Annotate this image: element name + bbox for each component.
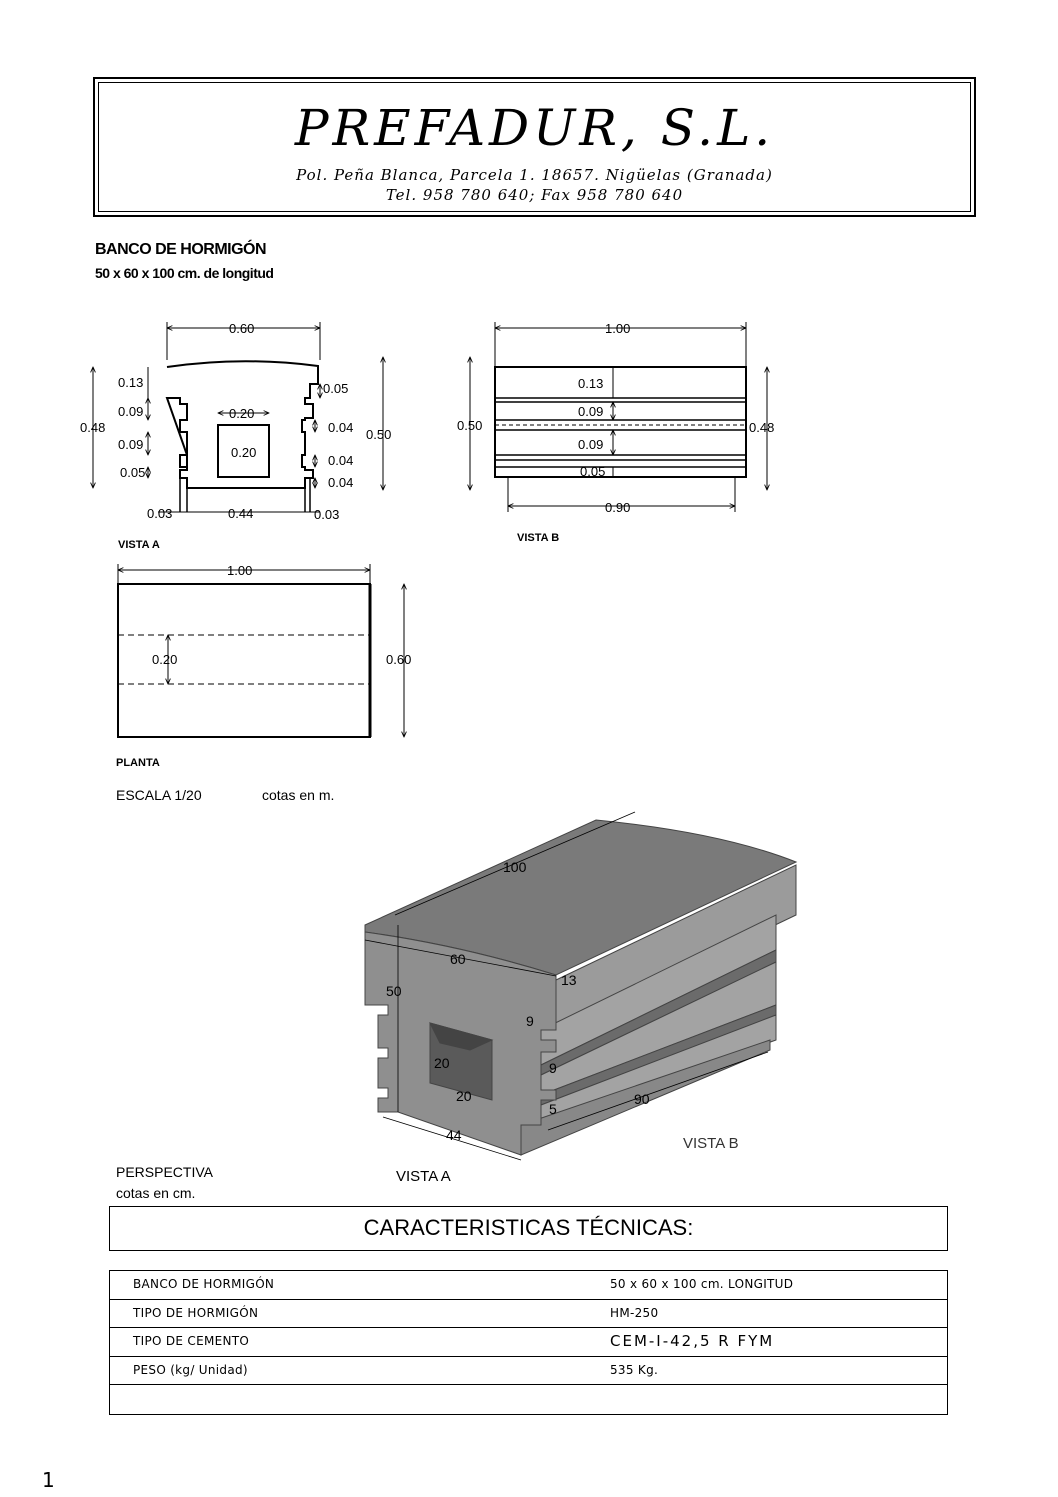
dim-persp-60: 60 [450, 951, 466, 967]
product-title: BANCO DE HORMIGÓN [95, 241, 267, 258]
dim-persp-13: 13 [561, 972, 577, 988]
caracteristicas-title: CARACTERISTICAS TÉCNICAS: [109, 1206, 948, 1251]
dim-020-w: 0.20 [229, 406, 255, 421]
dim-050: 0.50 [366, 427, 392, 442]
perspective-drawing [365, 820, 796, 1155]
planta-drawing [118, 564, 404, 737]
dim-persp-100: 100 [503, 859, 527, 875]
dim-004a: 0.04 [328, 420, 354, 435]
spec-row [110, 1385, 947, 1414]
dim-b-009b: 0.09 [578, 437, 604, 452]
vista-a-dimension-labels [80, 321, 391, 522]
dim-persp-20a: 20 [434, 1055, 450, 1071]
dim-persp-9a: 9 [526, 1013, 534, 1029]
spec-row [110, 1271, 947, 1300]
units-label: cotas en m. [262, 787, 335, 803]
dim-060: 0.60 [229, 321, 255, 336]
dim-b-090: 0.90 [605, 500, 631, 515]
planta-label: PLANTA [116, 757, 160, 769]
perspective-label: PERSPECTIVA [116, 1164, 213, 1180]
spec-value: 50 x 60 x 100 cm. LONGITUD [610, 1277, 794, 1291]
perspective-units: cotas en cm. [116, 1185, 196, 1200]
dim-005: 0.05 [120, 465, 146, 480]
page-number: 1 [42, 1468, 55, 1492]
dim-003-left: 0.03 [147, 506, 173, 521]
spec-value: HM-250 [610, 1305, 659, 1320]
spec-key: TIPO DE HORMIGÓN [133, 1305, 259, 1320]
dim-b-050: 0.50 [457, 418, 483, 433]
dim-p-060: 0.60 [386, 652, 412, 667]
spec-row [110, 1357, 947, 1386]
dim-persp-20b: 20 [456, 1088, 472, 1104]
dim-persp-50: 50 [386, 983, 402, 999]
dim-persp-9b: 9 [549, 1060, 557, 1076]
perspective-vista-b-label: VISTA B [683, 1135, 739, 1152]
dim-b-009a: 0.09 [578, 404, 604, 419]
vista-b-dimension-labels [457, 321, 774, 515]
vista-b-drawing [470, 322, 767, 512]
vista-a-label: VISTA A [118, 539, 160, 551]
company-name: PREFADUR, S.L. [294, 99, 775, 157]
planta-dimension-labels [152, 563, 411, 667]
dim-013: 0.13 [118, 375, 144, 390]
dim-048: 0.48 [80, 420, 106, 435]
spec-key: TIPO DE CEMENTO [133, 1334, 250, 1348]
spec-row [110, 1328, 947, 1357]
dim-009a: 0.09 [118, 404, 144, 419]
dim-044: 0.44 [228, 506, 254, 521]
dim-b-100: 1.00 [605, 321, 631, 336]
dim-004c: 0.04 [328, 475, 354, 490]
dim-p-020: 0.20 [152, 652, 178, 667]
dim-009b: 0.09 [118, 437, 144, 452]
dim-004b: 0.04 [328, 453, 354, 468]
product-subtitle: 50 x 60 x 100 cm. de longitud [95, 265, 274, 281]
perspective-vista-a-label: VISTA A [396, 1168, 451, 1185]
dim-b-013: 0.13 [578, 376, 604, 391]
spec-key: BANCO DE HORMIGÓN [133, 1277, 275, 1291]
spec-table [109, 1270, 948, 1415]
spec-value: CEM-I-42,5 R FYM [610, 1332, 775, 1350]
dim-b-005: 0.05 [580, 464, 606, 479]
vista-b-label: VISTA B [517, 532, 560, 544]
dim-005-right: 0.05 [323, 381, 349, 396]
dim-p-100: 1.00 [227, 563, 253, 578]
dim-b-048: 0.48 [749, 420, 775, 435]
dim-020-h: 0.20 [231, 445, 257, 460]
scale-label: ESCALA 1/20 [116, 787, 202, 803]
dim-persp-5: 5 [549, 1101, 557, 1117]
spec-value: 535 Kg. [610, 1362, 659, 1377]
spec-key: PESO (kg/ Unidad) [133, 1362, 248, 1377]
dim-persp-44: 44 [446, 1127, 462, 1143]
company-phone: Tel. 958 780 640; Fax 958 780 640 [385, 186, 684, 204]
dim-003-right: 0.03 [314, 507, 340, 522]
spec-row [110, 1300, 947, 1329]
dim-persp-90: 90 [634, 1091, 650, 1107]
company-address: Pol. Peña Blanca, Parcela 1. 18657. Nigüelas (Granada) [296, 166, 773, 184]
